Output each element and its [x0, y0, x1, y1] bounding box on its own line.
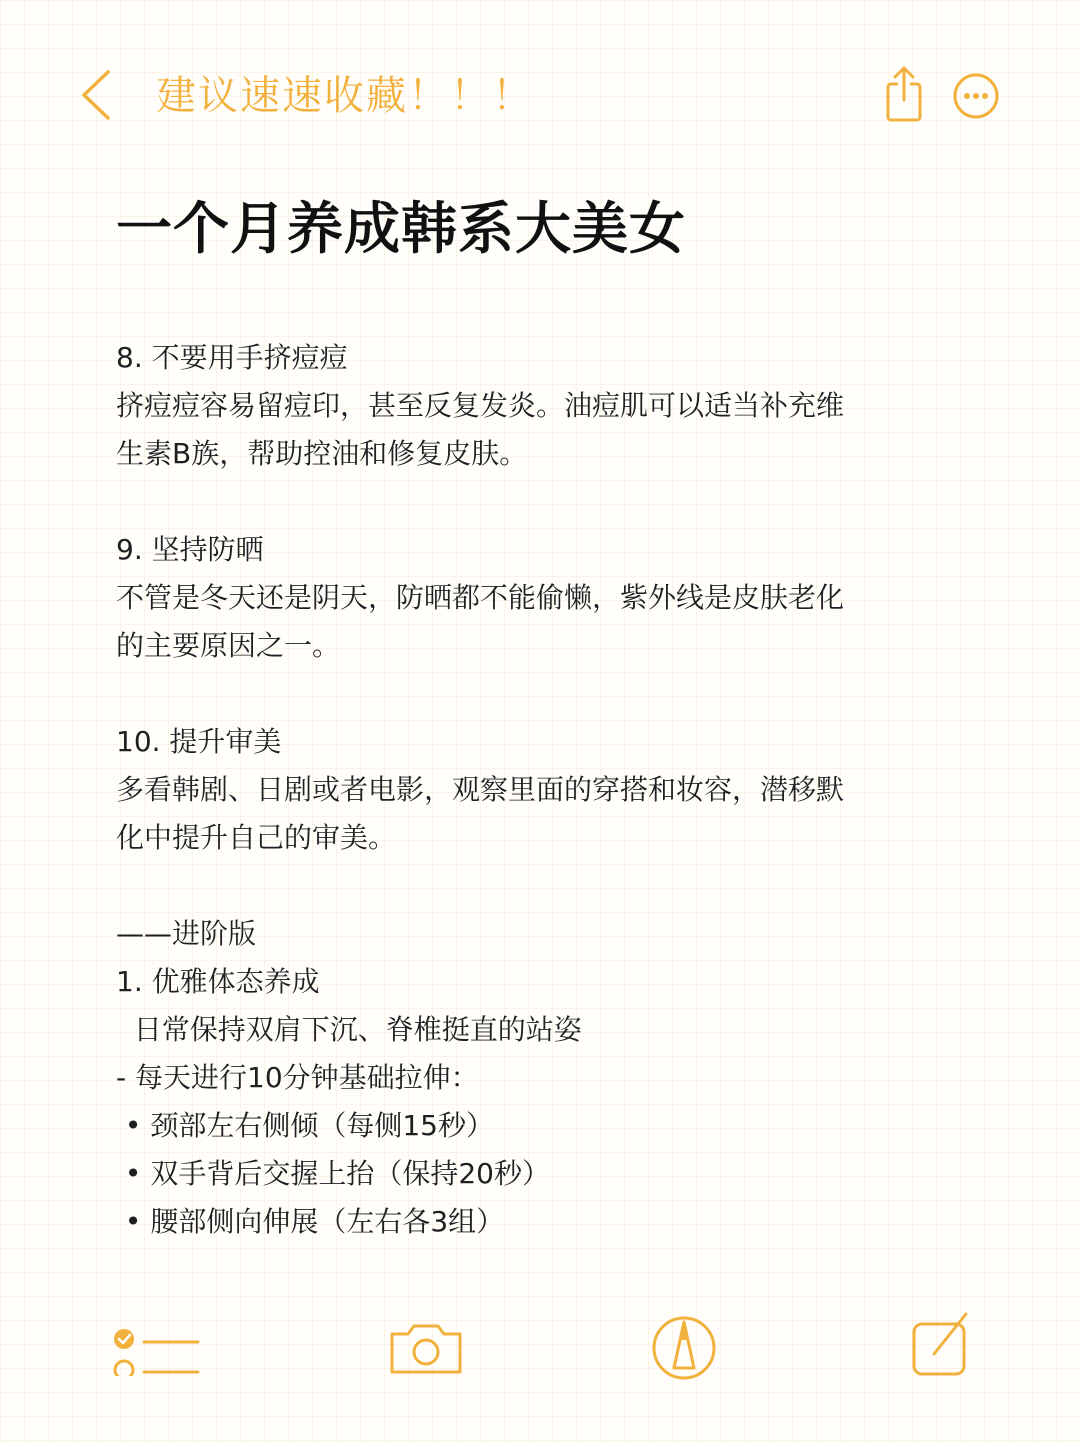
bottom-toolbar — [0, 1300, 1080, 1400]
share-icon — [880, 62, 930, 128]
text-line: ——进阶版 — [116, 917, 257, 950]
bullet-line: • 腰部侧向伸展（左右各3组） — [116, 1205, 505, 1238]
note-body[interactable] — [116, 334, 876, 1246]
text-line: 10. 提升审美 — [116, 725, 282, 758]
blank-line — [116, 670, 876, 718]
bullet-line: • 双手背后交握上抬（保持20秒） — [116, 1157, 550, 1190]
share-button[interactable] — [880, 62, 930, 128]
markup-button[interactable] — [650, 1308, 718, 1380]
more-button[interactable] — [950, 70, 1002, 122]
markup-pen-icon — [650, 1308, 718, 1380]
nav-title: 建议速速收藏！！！ — [156, 73, 534, 119]
checklist-icon — [112, 1312, 204, 1376]
chevron-left-icon — [72, 62, 132, 128]
ellipsis-circle-icon — [950, 70, 1002, 122]
note-title: 一个月养成韩系大美女 — [116, 197, 686, 262]
camera-button[interactable] — [386, 1312, 466, 1376]
text-line: - 每天进行10分钟基础拉伸： — [116, 1061, 479, 1094]
navigation-bar — [0, 0, 1080, 190]
text-line: 8. 不要用手挤痘痘 — [116, 341, 348, 374]
text-line: 日常保持双肩下沉、脊椎挺直的站姿 — [116, 1013, 582, 1046]
text-line: 不管是冬天还是阴天，防晒都不能偷懒，紫外线是皮肤老化 — [116, 581, 845, 614]
bullet-line: • 颈部左右侧倾（每侧15秒） — [116, 1109, 494, 1142]
text-line: 挤痘痘容易留痘印，甚至反复发炎。油痘肌可以适当补充维 — [116, 389, 845, 422]
blank-line — [116, 862, 876, 910]
text-line: 多看韩剧、日剧或者电影，观察里面的穿搭和妆容，潜移默 — [116, 773, 845, 806]
text-line: 9. 坚持防晒 — [116, 533, 264, 566]
camera-icon — [386, 1312, 466, 1376]
compose-icon — [908, 1308, 972, 1376]
text-line: 1. 优雅体态养成 — [116, 965, 320, 998]
compose-button[interactable] — [908, 1308, 972, 1376]
checklist-button[interactable] — [112, 1312, 204, 1376]
back-button[interactable] — [72, 62, 132, 128]
blank-line — [116, 478, 876, 526]
text-line: 的主要原因之一。 — [116, 629, 341, 662]
text-line: 生素B族，帮助控油和修复皮肤。 — [116, 437, 528, 470]
text-line: 化中提升自己的审美。 — [116, 821, 397, 854]
